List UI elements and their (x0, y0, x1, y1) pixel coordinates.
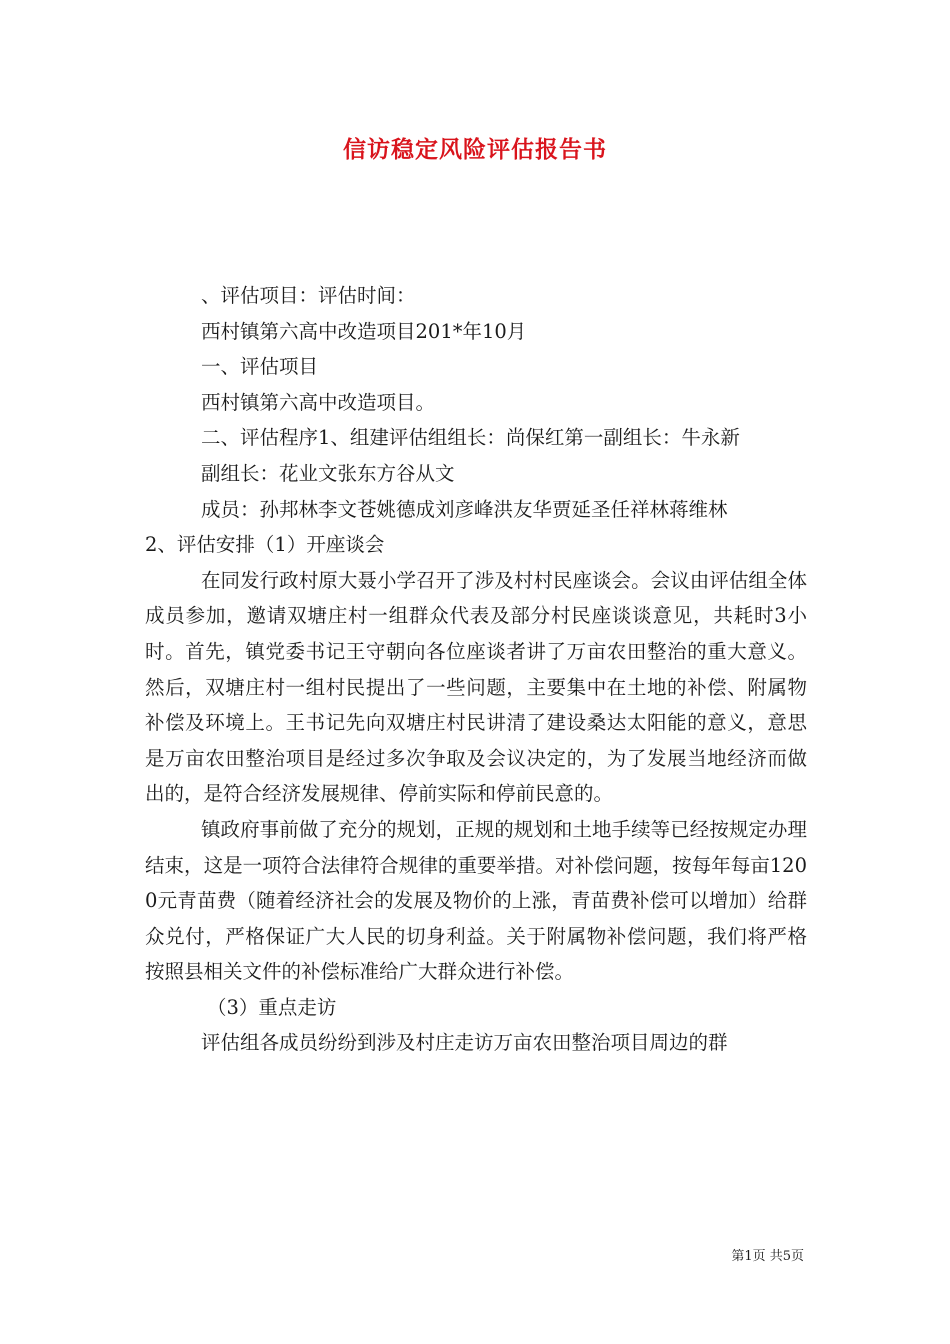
paragraph: 二、评估程序1、组建评估组组长：尚保红第一副组长：牛永新 (201, 426, 740, 450)
paragraph: 镇政府事前做了充分的规划，正规的规划和土地手续等已经按规定办理结束，这是一项符合法律符合规律的重要举措。对补偿问题，按每年每亩1200元青苗费（随着经济社会的发展及物价的上涨，青苗费补偿可以增加）给群众兑付，严格保证广大人民的切身利益。关于附属物补偿问题，我们将严格按照县相关文件的补偿标准给广大群众进行补偿。 (145, 817, 807, 984)
paragraph: 西村镇第六高中改造项目。 (201, 390, 436, 414)
paragraph: 2、评估安排（1）开座谈会 (145, 533, 385, 557)
paragraph: 一、评估项目 (201, 355, 319, 379)
paragraph: 成员：孙邦林李文苍姚德成刘彦峰洪友华贾延圣任祥林蒋维林 (201, 497, 728, 521)
paragraph: 在同发行政村原大聂小学召开了涉及村村民座谈会。会议由评估组全体成员参加，邀请双塘庄村一组群众代表及部分村民座谈谈意见，共耗时3小时。首先，镇党委书记王守朝向各位座谈者讲了万亩农田整治的重大意义。然后，双塘庄村一组村民提出了一些问题，主要集中在土地的补偿、附属物补偿及环境上。王书记先向双塘庄村民讲清了建设桑达太阳能的意义，意思是万亩农田整治项目是经过多次争取及会议决定的，为了发展当地经济而做出的，是符合经济发展规律、停前实际和停前民意的。 (145, 568, 807, 806)
paragraph: 、评估项目：评估时间： (201, 284, 416, 307)
paragraph: 评估组各成员纷纷到涉及村庄走访万亩农田整治项目周边的群 (201, 1031, 728, 1055)
document-title: 信访稳定风险评估报告书 (343, 137, 607, 163)
document-body (145, 278, 807, 1061)
page-number: 第1页 共5页 (731, 1249, 804, 1264)
paragraph: 西村镇第六高中改造项目201*年10月 (201, 319, 527, 343)
paragraph: （3）重点走访 (207, 995, 337, 1019)
paragraph: 副组长：花业文张东方谷从文 (201, 461, 455, 485)
